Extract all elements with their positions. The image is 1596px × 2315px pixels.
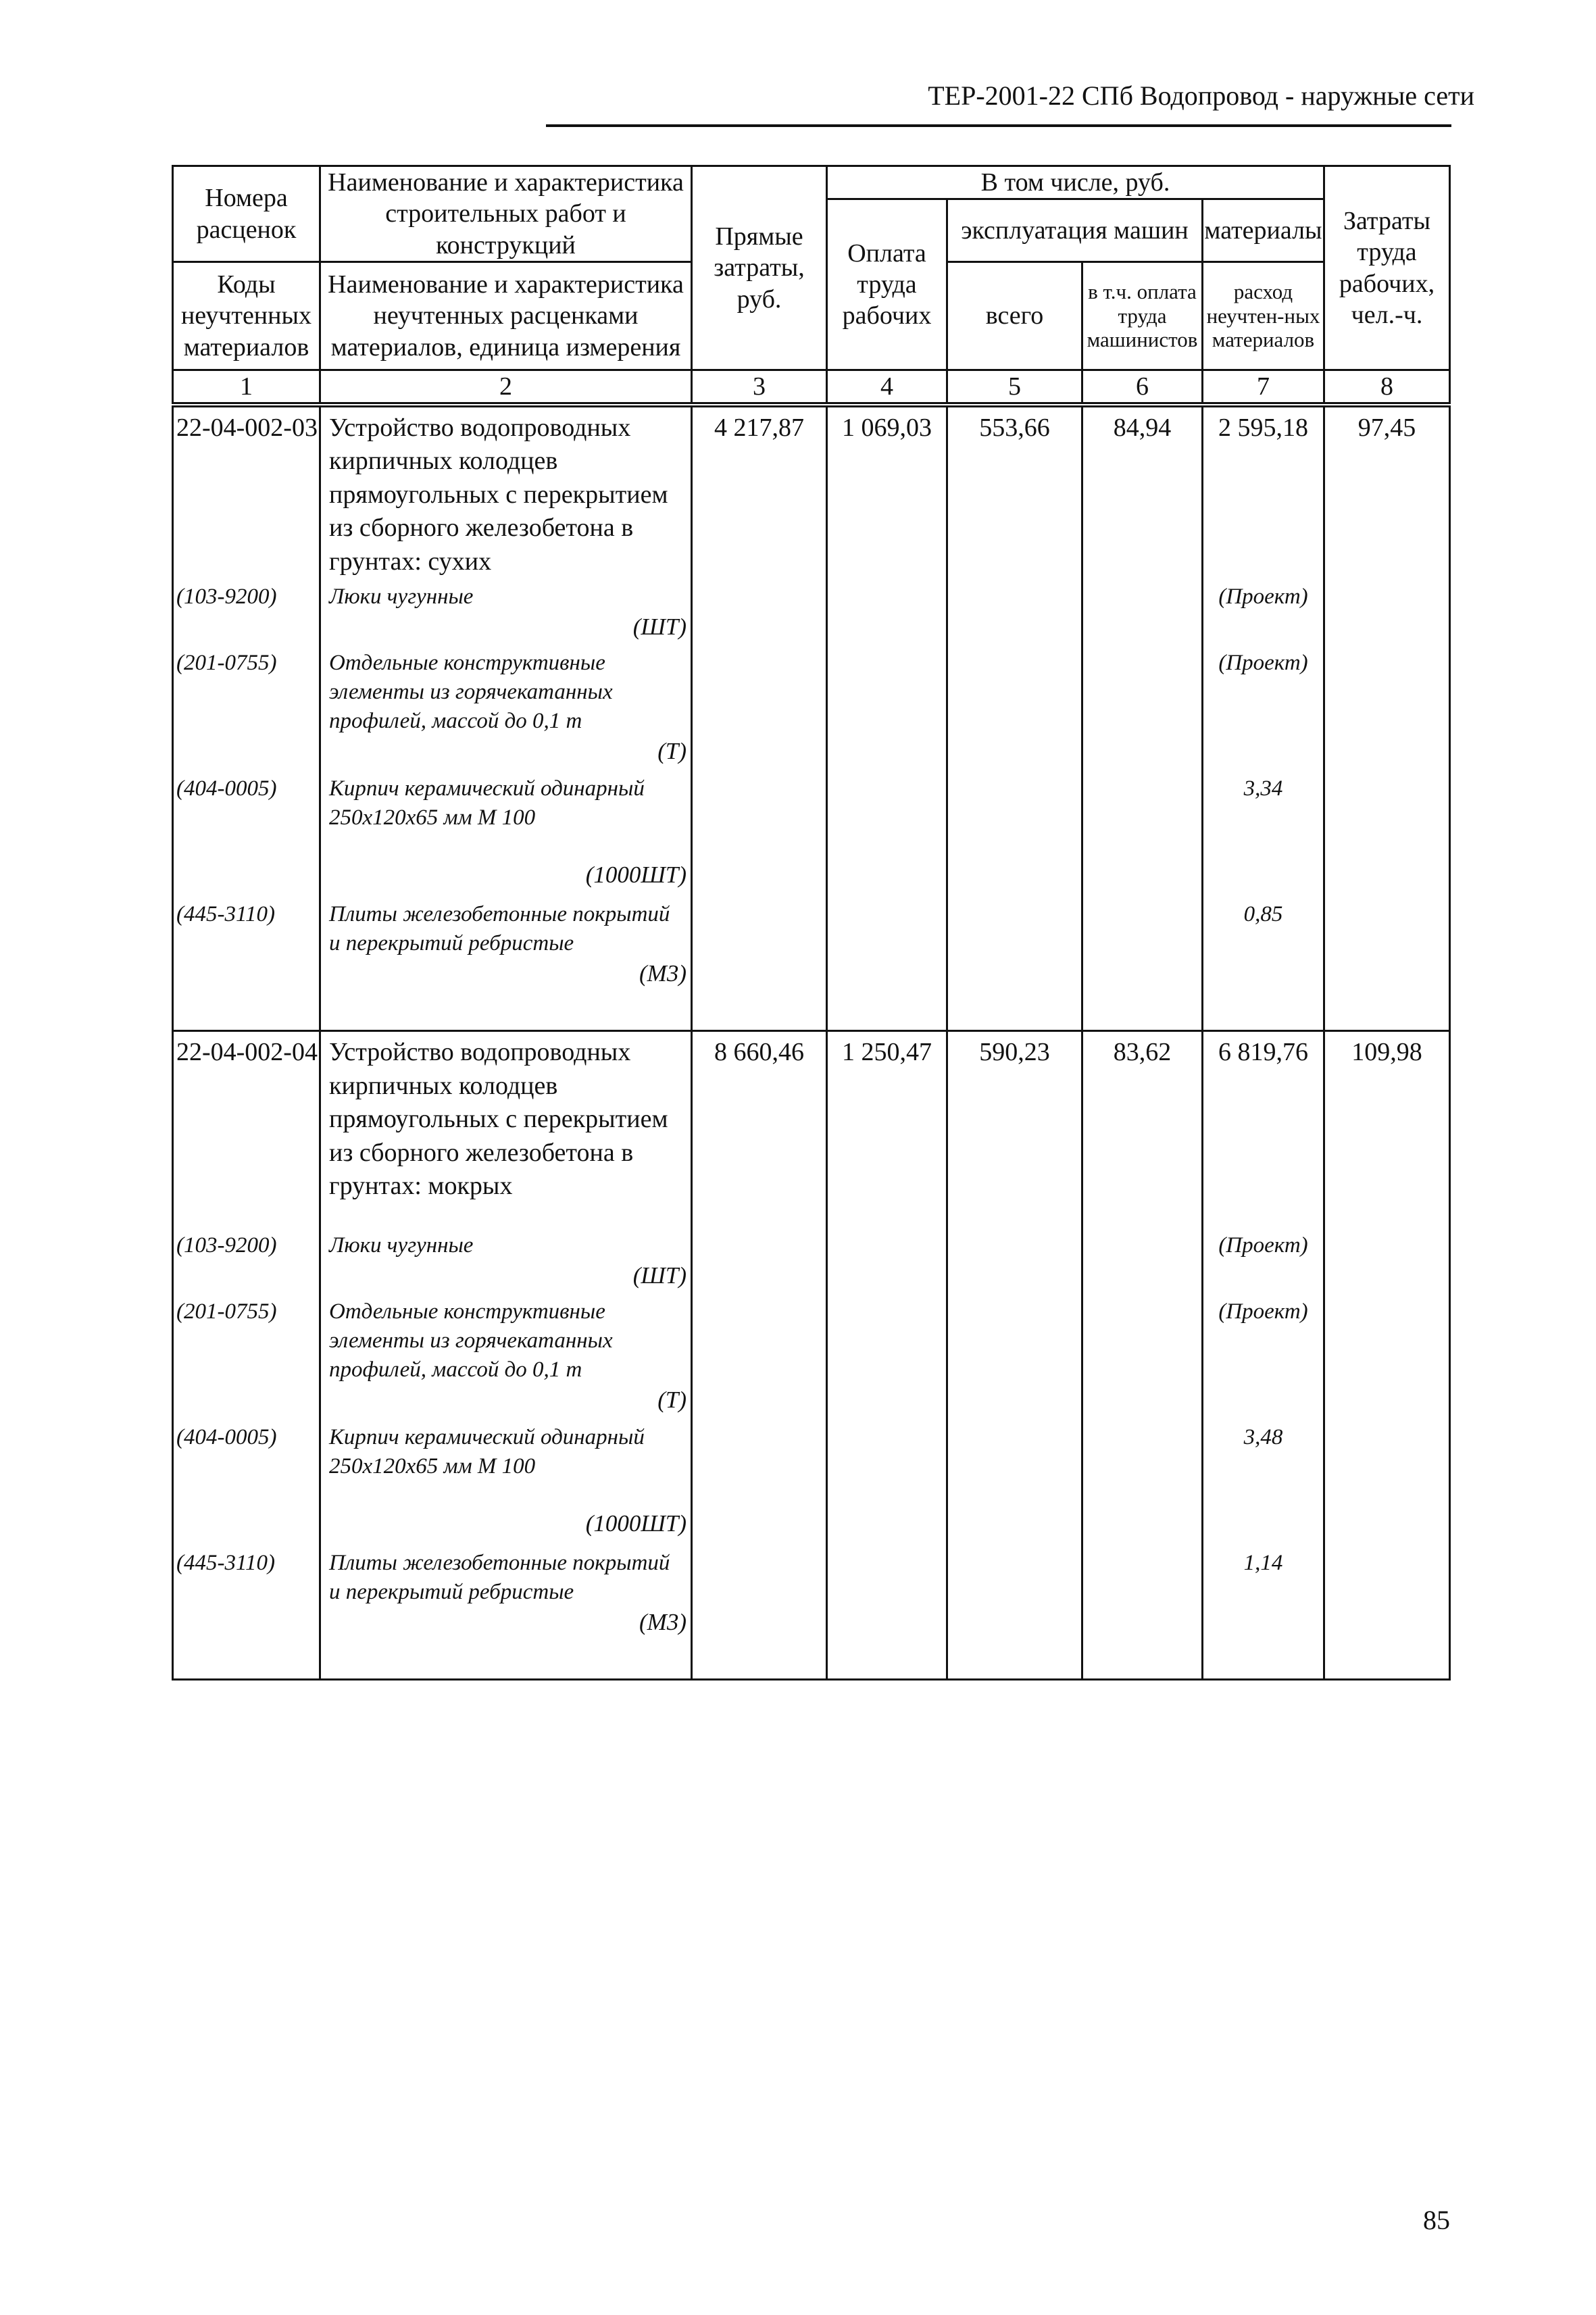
material-row — [173, 1293, 1450, 1419]
material-name: Плиты железобетонные покрытий и перекрытий ребристые (М3) — [320, 1545, 692, 1680]
material-code: (445-3110) — [173, 896, 320, 1031]
table-header — [172, 165, 1451, 404]
material-name: Отдельные конструктивные элементы из горячекатанных профилей, массой до 0,1 т (Т) — [320, 1293, 692, 1419]
page-number: 85 — [1423, 2205, 1450, 2235]
table-row — [173, 1031, 1450, 1227]
col-number: 8 — [1324, 370, 1450, 403]
table-row — [173, 407, 1450, 578]
col-number: 7 — [1203, 370, 1324, 403]
labor-hours: 109,98 — [1324, 1031, 1450, 1227]
col-number: 6 — [1082, 370, 1203, 403]
materials-cost: 2 595,18 — [1203, 407, 1324, 578]
material-row — [173, 1419, 1450, 1545]
material-unit: (М3) — [639, 1608, 687, 1635]
material-unit: (ШТ) — [632, 613, 687, 640]
material-row — [173, 1227, 1450, 1293]
machines-total: 553,66 — [947, 407, 1082, 578]
material-name: Кирпич керамический одинарный 250х120х65 мм М 100 (1000ШТ) — [320, 770, 692, 896]
material-amount: 1,14 — [1203, 1545, 1324, 1680]
material-code: (103-9200) — [173, 578, 320, 645]
material-row — [173, 1545, 1450, 1680]
col-number: 2 — [320, 370, 692, 403]
material-code: (445-3110) — [173, 1545, 320, 1680]
col-number: 5 — [947, 370, 1082, 403]
material-amount: 3,48 — [1203, 1419, 1324, 1545]
material-code: (404-0005) — [173, 770, 320, 896]
col-number: 4 — [827, 370, 947, 403]
col-number: 3 — [692, 370, 827, 403]
direct-costs: 4 217,87 — [692, 407, 827, 578]
header-including: В том числе, руб. — [827, 166, 1324, 199]
material-amount: 0,85 — [1203, 896, 1324, 1031]
machines-total: 590,23 — [947, 1031, 1082, 1227]
header-work-name: Наименование и характеристика строительных работ и конструкций — [320, 166, 692, 262]
material-name: Отдельные конструктивные элементы из горячекатанных профилей, массой до 0,1 т (Т) — [320, 645, 692, 770]
material-row — [173, 578, 1450, 645]
header-material-codes: Коды неучтенных материалов — [173, 262, 320, 370]
material-code: (201-0755) — [173, 1293, 320, 1419]
material-amount: (Проект) — [1203, 645, 1324, 770]
material-row — [173, 770, 1450, 896]
material-row — [173, 896, 1450, 1031]
operator-pay: 83,62 — [1082, 1031, 1203, 1227]
rates-table — [172, 405, 1451, 1681]
work-description: Устройство водопроводных кирпичных колодцев прямоугольных с перекрытием из сборного железобетона в грунтах: мокрых — [320, 1031, 692, 1227]
material-code: (404-0005) — [173, 1419, 320, 1545]
header-machine-operation: эксплуатация машин — [947, 199, 1203, 262]
material-unit: (М3) — [639, 960, 687, 987]
header-labor-hours: Затраты труда рабочих, чел.-ч. — [1324, 166, 1450, 370]
rate-code: 22-04-002-04 — [173, 1031, 320, 1227]
material-unit: (1000ШТ) — [585, 1510, 687, 1537]
material-code: (103-9200) — [173, 1227, 320, 1293]
direct-costs: 8 660,46 — [692, 1031, 827, 1227]
material-name: Люки чугунные (ШТ) — [320, 578, 692, 645]
material-row — [173, 645, 1450, 770]
header-rate-numbers: Номера расценок — [173, 166, 320, 262]
col-number: 1 — [173, 370, 320, 403]
work-description: Устройство водопроводных кирпичных колодцев прямоугольных с перекрытием из сборного железобетона в грунтах: сухих — [320, 407, 692, 578]
document-title: ТЕР-2001-22 СПб Водопровод - наружные сети — [928, 80, 1474, 111]
material-amount: 3,34 — [1203, 770, 1324, 896]
material-name: Кирпич керамический одинарный 250х120х65 мм М 100 (1000ШТ) — [320, 1419, 692, 1545]
material-amount: (Проект) — [1203, 578, 1324, 645]
header-worker-pay: Оплата труда рабочих — [827, 199, 947, 370]
rate-code: 22-04-002-03 — [173, 407, 320, 578]
header-operator-pay: в т.ч. оплата труда машинистов — [1082, 262, 1203, 370]
header-material-name: Наименование и характеристика неучтенных расценками материалов, единица измерения — [320, 262, 692, 370]
operator-pay: 84,94 — [1082, 407, 1203, 578]
header-direct-costs: Прямые затраты, руб. — [692, 166, 827, 370]
material-unit: (ШТ) — [632, 1262, 687, 1289]
material-unit: (Т) — [657, 737, 687, 764]
material-unit: (1000ШТ) — [585, 861, 687, 888]
material-name: Люки чугунные (ШТ) — [320, 1227, 692, 1293]
header-machines-total: всего — [947, 262, 1082, 370]
header-materials: материалы — [1203, 199, 1324, 262]
labor-hours: 97,45 — [1324, 407, 1450, 578]
worker-pay: 1 250,47 — [827, 1031, 947, 1227]
material-unit: (Т) — [657, 1386, 687, 1413]
material-name: Плиты железобетонные покрытий и перекрытий ребристые (М3) — [320, 896, 692, 1031]
header-rule — [546, 124, 1451, 127]
materials-cost: 6 819,76 — [1203, 1031, 1324, 1227]
material-amount: (Проект) — [1203, 1293, 1324, 1419]
header-unaccounted-materials: расход неучтен-ных материалов — [1203, 262, 1324, 370]
material-amount: (Проект) — [1203, 1227, 1324, 1293]
worker-pay: 1 069,03 — [827, 407, 947, 578]
material-code: (201-0755) — [173, 645, 320, 770]
